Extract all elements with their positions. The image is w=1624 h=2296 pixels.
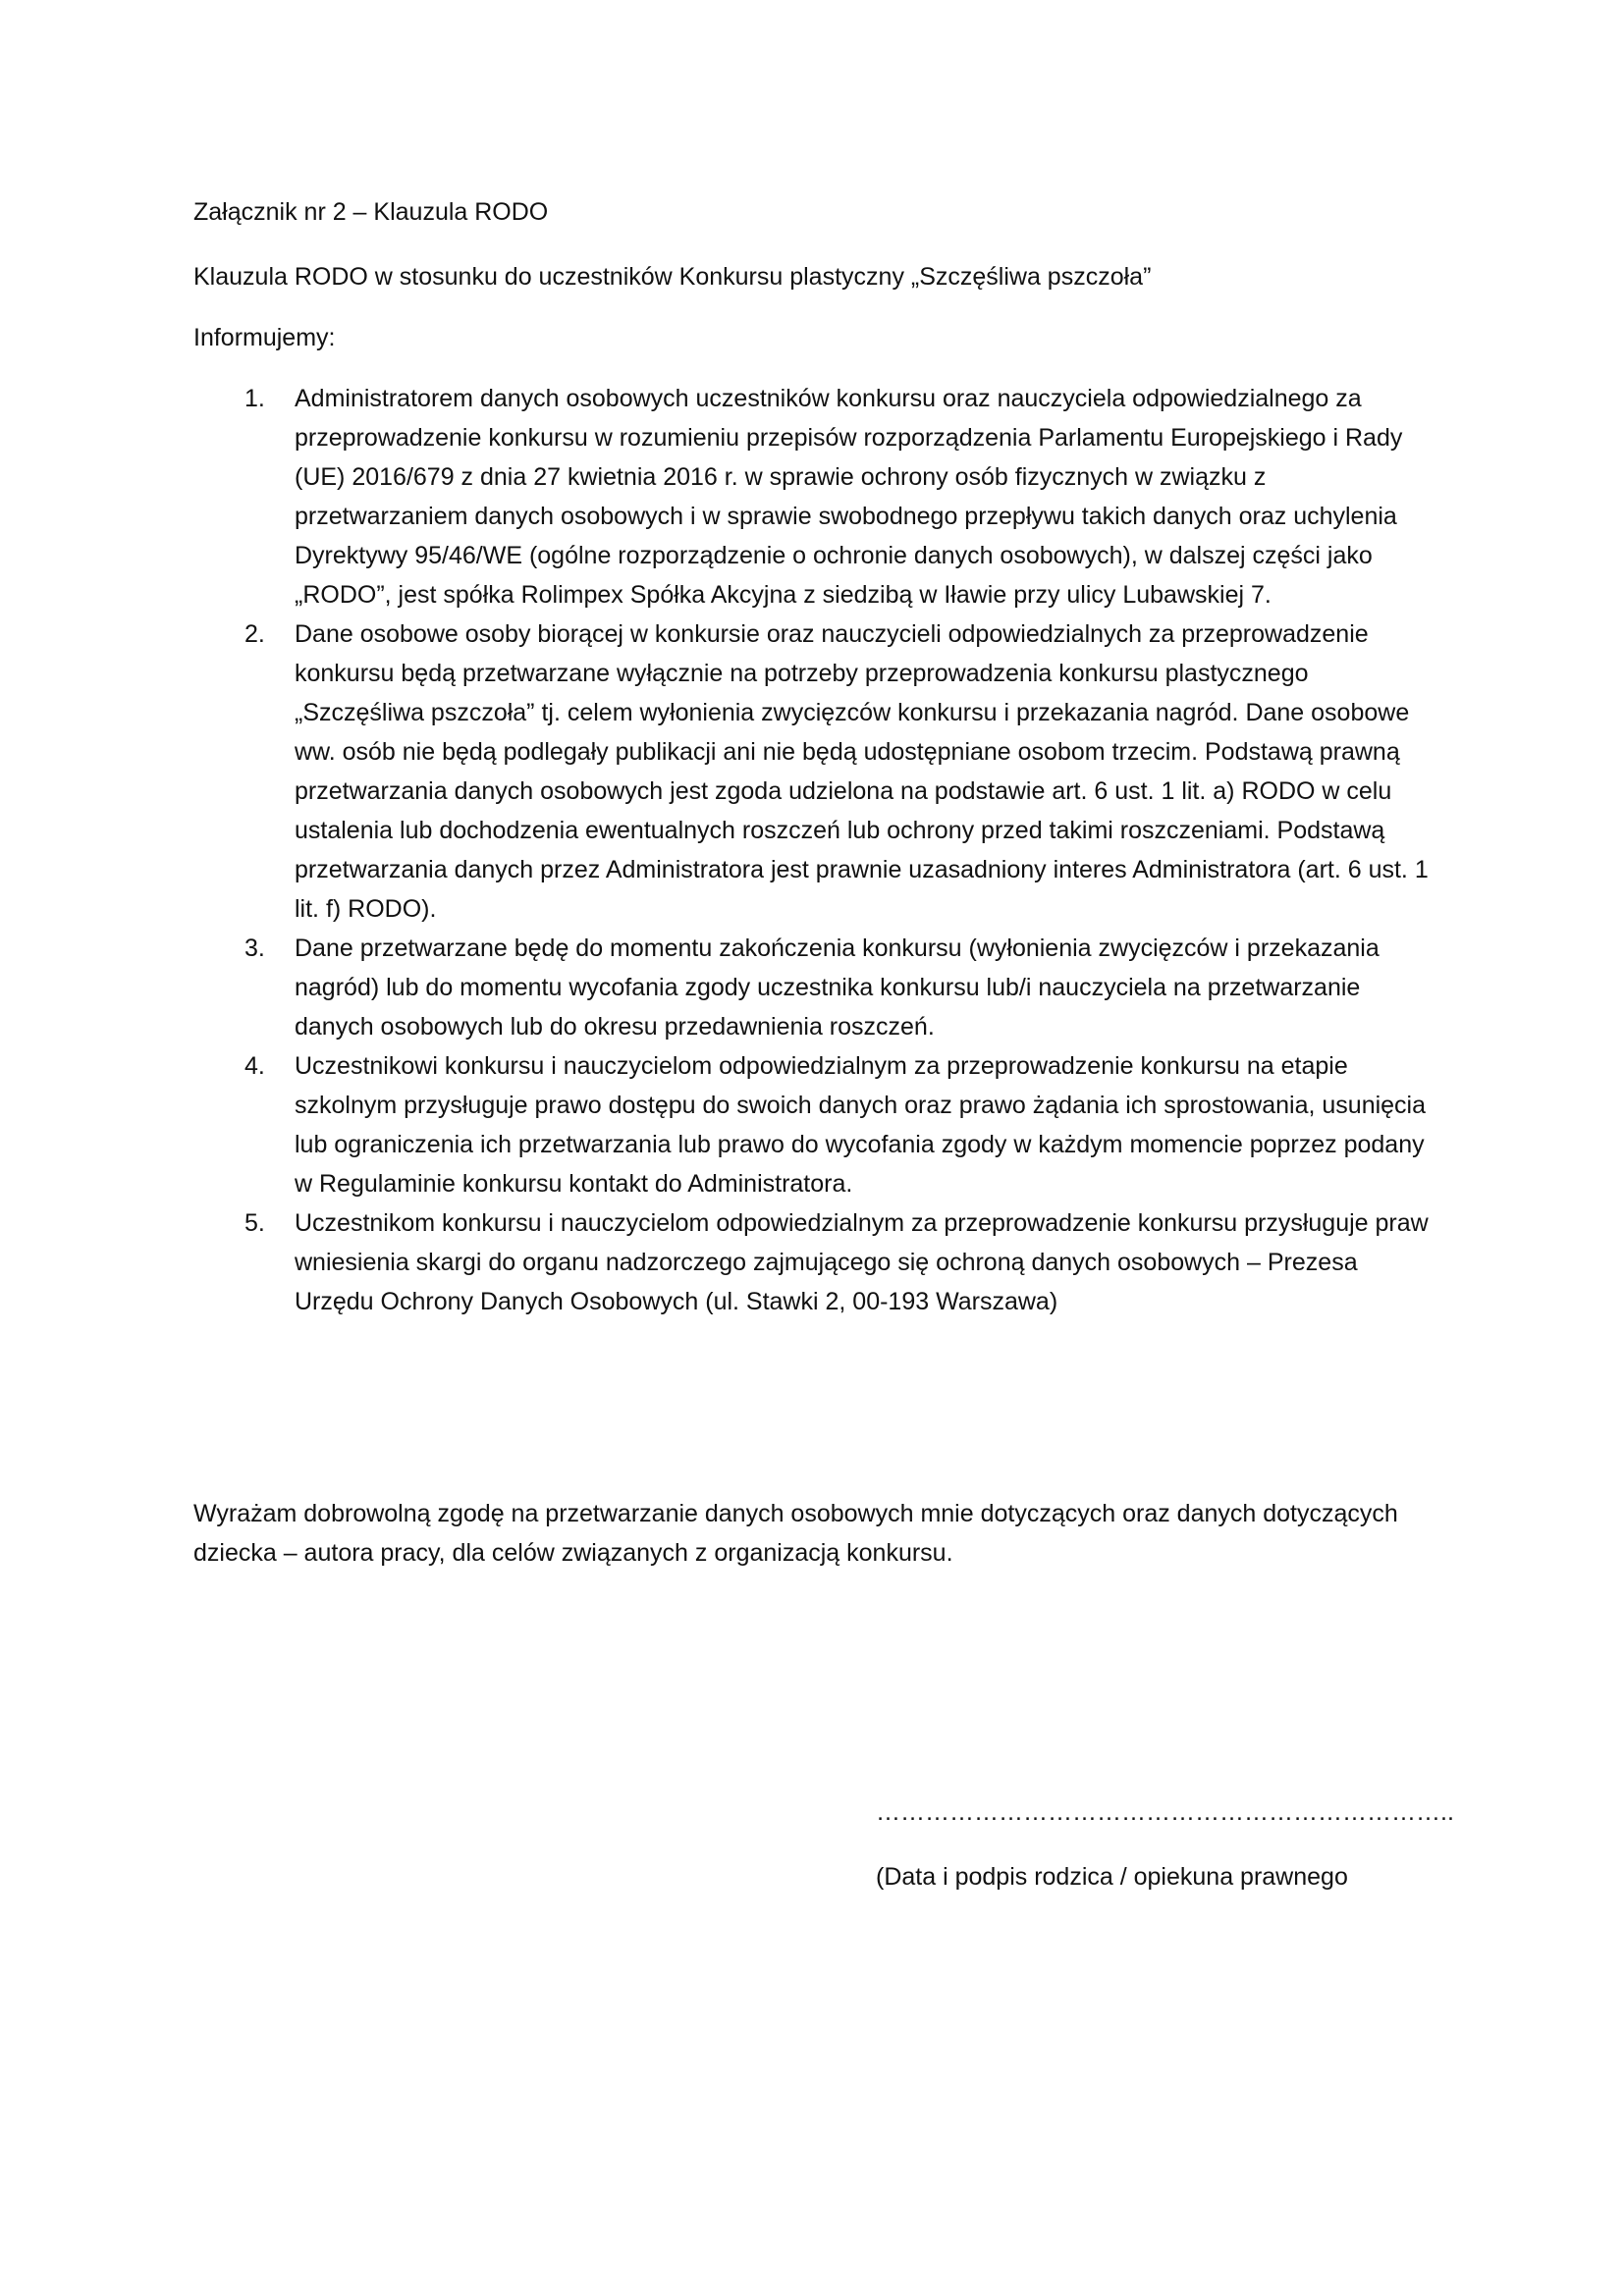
intro-text: Informujemy: — [193, 324, 336, 351]
clause-title: Klauzula RODO w stosunku do uczestników Konkursu plastyczny „Szczęśliwa pszczoła” — [193, 263, 1152, 291]
signature-caption: (Data i podpis rodzica / opiekuna prawnego — [876, 1863, 1348, 1891]
clause-item-text: Dane przetwarzane będę do momentu zakończenia konkursu (wyłonienia zwycięzców i przekazania nagród) lub do momentu wycofania zgody uczestnika konkursu lub/i nauczyciela na przetwarzanie danych osobowych lub do okresu przedawnienia roszczeń. — [295, 934, 1380, 1041]
clause-item-number: 4. — [244, 1052, 265, 1080]
clause-item-number: 3. — [244, 934, 265, 962]
clause-item-number: 5. — [244, 1209, 265, 1237]
clause-item-3 — [193, 929, 1440, 1046]
clause-item-2 — [193, 614, 1440, 929]
clause-item-text: Administratorem danych osobowych uczestników konkursu oraz nauczyciela odpowiedzialnego za przeprowadzenie konkursu w rozumieniu przepisów rozporządzenia Parlamentu Europejskiego i Rady (UE) 2016/679 z dnia 27 kwietnia 2016 r. w sprawie ochrony osób fizycznych w związku z przetwarzaniem danych osobowych i w sprawie swobodnego przepływu takich danych oraz uchylenia Dyrektywy 95/46/WE (ogólne rozporządzenie o ochronie danych osobowych), w dalszej części jako „RODO”, jest spółka Rolimpex Spółka Akcyjna z siedzibą w Iławie przy ulicy Lubawskiej 7. — [295, 385, 1403, 609]
consent-statement: Wyrażam dobrowolną zgodę na przetwarzanie danych osobowych mnie dotyczących oraz danych dotyczących dziecka – autora pracy, dla celów związanych z organizacją konkursu. — [193, 1500, 1398, 1567]
clause-item-number: 2. — [244, 620, 265, 648]
clause-item-4 — [193, 1046, 1440, 1203]
clause-item-text: Dane osobowe osoby biorącej w konkursie oraz nauczycieli odpowiedzialnych za przeprowadzenie konkursu będą przetwarzane wyłącznie na potrzeby przeprowadzenia konkursu plastycznego „Szczęśliwa pszczoła” tj. celem wyłonienia zwycięzców konkursu i przekazania nagród. Dane osobowe ww. osób nie będą podlegały publikacji ani nie będą udostępniane osobom trzecim. Podstawą prawną przetwarzania danych osobowych jest zgoda udzielona na podstawie art. 6 ust. 1 lit. a) RODO w celu ustalenia lub dochodzenia ewentualnych roszczeń lub ochrony przed takimi roszczeniami. Podstawą przetwarzania danych przez Administratora jest prawnie uzasadniony interes Administratora (art. 6 ust. 1 lit. f) RODO). — [295, 620, 1429, 923]
clause-item-text: Uczestnikowi konkursu i nauczycielom odpowiedzialnym za przeprowadzenie konkursu na etapie szkolnym przysługuje prawo dostępu do swoich danych oraz prawo żądania ich sprostowania, usunięcia lub ograniczenia ich przetwarzania lub prawo do wycofania zgody w każdym momencie poprzez podany w Regulaminie konkursu kontakt do Administratora. — [295, 1052, 1427, 1198]
clause-item-5 — [193, 1203, 1440, 1321]
clause-item-1 — [193, 379, 1440, 614]
clause-item-number: 1. — [244, 385, 265, 412]
clause-item-text: Uczestnikom konkursu i nauczycielom odpowiedzialnym za przeprowadzenie konkursu przysługuje praw wniesienia skargi do organu nadzorczego zajmującego się ochroną danych osobowych – Prezesa Urzędu Ochrony Danych Osobowych (ul. Stawki 2, 00-193 Warszawa) — [295, 1209, 1429, 1315]
annex-title: Załącznik nr 2 – Klauzula RODO — [193, 198, 549, 226]
clause-list — [193, 379, 1440, 1321]
signature-line: …………………………………………………………….. — [876, 1798, 1454, 1826]
